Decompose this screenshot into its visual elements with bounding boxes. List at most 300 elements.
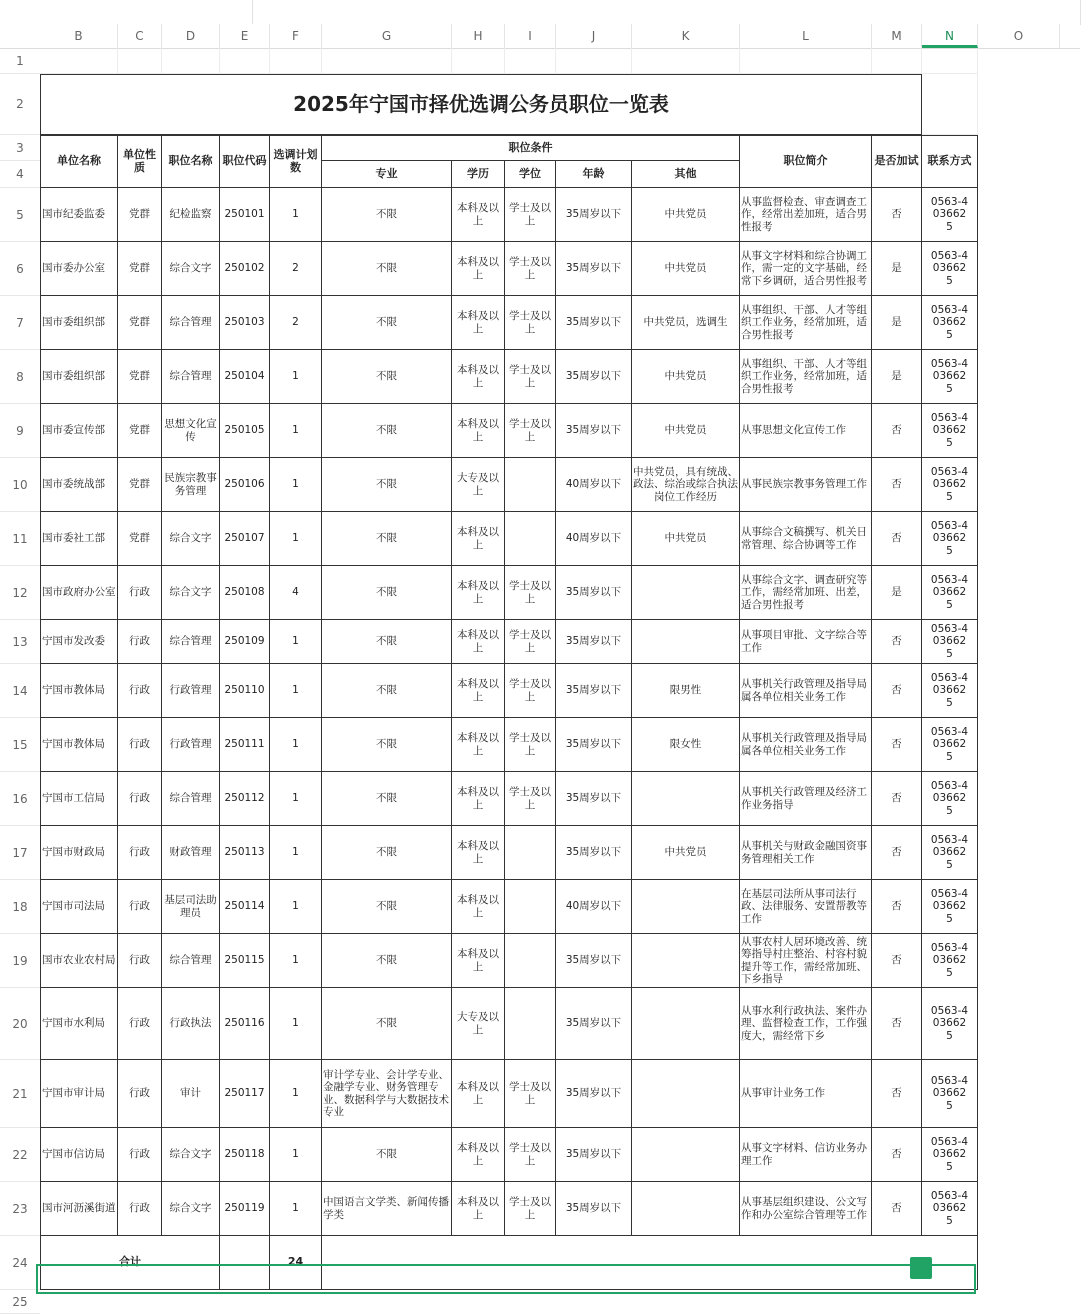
cell-unit[interactable]: 宁国市发改委 — [40, 620, 118, 664]
cell-major[interactable]: 不限 — [322, 1128, 452, 1182]
row-header-3[interactable]: 3 — [0, 135, 40, 161]
empty-cell[interactable] — [740, 48, 872, 74]
cell-major[interactable]: 不限 — [322, 620, 452, 664]
cell-contact[interactable]: 0563-4036625 — [922, 350, 978, 404]
cell-extra[interactable]: 是 — [872, 350, 922, 404]
cell-degree[interactable] — [505, 880, 556, 934]
cell-plan[interactable]: 1 — [270, 350, 322, 404]
cell-pos[interactable]: 民族宗教事务管理 — [162, 458, 220, 512]
cell-unit[interactable]: 国市委社工部 — [40, 512, 118, 566]
row-header-18[interactable]: 18 — [0, 880, 40, 934]
cell-plan[interactable]: 1 — [270, 934, 322, 988]
row-header-21[interactable]: 21 — [0, 1060, 40, 1128]
cell-degree[interactable]: 学士及以上 — [505, 242, 556, 296]
cell-other[interactable]: 中共党员，选调生 — [632, 296, 740, 350]
cell-unit[interactable]: 国市政府办公室 — [40, 566, 118, 620]
cell-contact[interactable]: 0563-4036625 — [922, 566, 978, 620]
cell-edu[interactable]: 本科及以上 — [452, 826, 505, 880]
cell-degree[interactable]: 学士及以上 — [505, 350, 556, 404]
cell-edu[interactable]: 大专及以上 — [452, 458, 505, 512]
cell-major[interactable]: 不限 — [322, 988, 452, 1060]
cell-nature[interactable]: 行政 — [118, 1182, 162, 1236]
cell-pos[interactable]: 综合文字 — [162, 1128, 220, 1182]
cell-major[interactable]: 不限 — [322, 296, 452, 350]
cell-unit[interactable]: 宁国市教体局 — [40, 664, 118, 718]
empty-cell[interactable] — [922, 74, 978, 135]
cell-edu[interactable]: 本科及以上 — [452, 772, 505, 826]
header-major[interactable]: 专业 — [322, 161, 452, 188]
cell-nature[interactable]: 党群 — [118, 242, 162, 296]
column-header-i[interactable]: I — [505, 24, 556, 48]
cell-degree[interactable]: 学士及以上 — [505, 620, 556, 664]
cell-age[interactable]: 35周岁以下 — [556, 1128, 632, 1182]
cell-major[interactable]: 不限 — [322, 718, 452, 772]
header-overtime[interactable]: 是否加试 — [872, 135, 922, 188]
header-position-code[interactable]: 职位代码 — [220, 135, 270, 188]
cell-extra[interactable]: 否 — [872, 404, 922, 458]
cell-age[interactable]: 35周岁以下 — [556, 620, 632, 664]
cell-extra[interactable]: 否 — [872, 620, 922, 664]
cell-unit[interactable]: 国市河沥溪街道 — [40, 1182, 118, 1236]
cell-extra[interactable]: 否 — [872, 458, 922, 512]
cell-edu[interactable]: 本科及以上 — [452, 512, 505, 566]
cell-unit[interactable]: 国市委办公室 — [40, 242, 118, 296]
row-header-11[interactable]: 11 — [0, 512, 40, 566]
cell-plan[interactable]: 1 — [270, 404, 322, 458]
cell-degree[interactable] — [505, 826, 556, 880]
cell-desc[interactable]: 从事农村人居环境改善、统筹指导村庄整治、村容村貌提升等工作，需经常加班、下乡指导 — [740, 934, 872, 988]
header-education[interactable]: 学历 — [452, 161, 505, 188]
formula-bar-input[interactable] — [252, 0, 1081, 25]
cell-pos[interactable]: 综合管理 — [162, 934, 220, 988]
total-value[interactable]: 24 — [270, 1236, 322, 1290]
row-header-20[interactable]: 20 — [0, 988, 40, 1060]
cell-other[interactable] — [632, 934, 740, 988]
cell-code[interactable]: 250102 — [220, 242, 270, 296]
cell-unit[interactable]: 宁国市司法局 — [40, 880, 118, 934]
cell-age[interactable]: 35周岁以下 — [556, 404, 632, 458]
header-plan-count[interactable]: 选调计划数 — [270, 135, 322, 188]
cell-degree[interactable]: 学士及以上 — [505, 1182, 556, 1236]
cell-pos[interactable]: 基层司法助理员 — [162, 880, 220, 934]
cell-other[interactable] — [632, 620, 740, 664]
cell-pos[interactable]: 综合文字 — [162, 242, 220, 296]
cell-edu[interactable]: 本科及以上 — [452, 188, 505, 242]
cell-extra[interactable]: 否 — [872, 1060, 922, 1128]
cell-code[interactable]: 250111 — [220, 718, 270, 772]
cell-major[interactable]: 不限 — [322, 934, 452, 988]
header-other[interactable]: 其他 — [632, 161, 740, 188]
cell-code[interactable]: 250119 — [220, 1182, 270, 1236]
cell-plan[interactable]: 1 — [270, 664, 322, 718]
cell-contact[interactable]: 0563-4036625 — [922, 188, 978, 242]
column-header-c[interactable]: C — [118, 24, 162, 48]
cell-edu[interactable]: 本科及以上 — [452, 880, 505, 934]
cell-other[interactable]: 限男性 — [632, 664, 740, 718]
row-header-4[interactable]: 4 — [0, 161, 40, 188]
cell-age[interactable]: 35周岁以下 — [556, 772, 632, 826]
cell-extra[interactable]: 否 — [872, 1182, 922, 1236]
cell-plan[interactable]: 1 — [270, 718, 322, 772]
cell-degree[interactable]: 学士及以上 — [505, 404, 556, 458]
cell-other[interactable]: 中共党员 — [632, 826, 740, 880]
cell-contact[interactable]: 0563-4036625 — [922, 512, 978, 566]
cell-contact[interactable]: 0563-4036625 — [922, 620, 978, 664]
header-conditions[interactable]: 职位条件 — [322, 135, 740, 161]
cell-edu[interactable]: 本科及以上 — [452, 1060, 505, 1128]
cell-code[interactable]: 250112 — [220, 772, 270, 826]
cell-edu[interactable]: 本科及以上 — [452, 1128, 505, 1182]
header-position-name[interactable]: 职位名称 — [162, 135, 220, 188]
row-header-19[interactable]: 19 — [0, 934, 40, 988]
cell-desc[interactable]: 从事综合文字、调查研究等工作，需经常加班、出差，适合男性报考 — [740, 566, 872, 620]
cell-pos[interactable]: 综合管理 — [162, 620, 220, 664]
cell-unit[interactable]: 国市委组织部 — [40, 350, 118, 404]
cell-code[interactable]: 250108 — [220, 566, 270, 620]
cell-age[interactable]: 40周岁以下 — [556, 458, 632, 512]
cell-desc[interactable]: 从事审计业务工作 — [740, 1060, 872, 1128]
cell-code[interactable]: 250110 — [220, 664, 270, 718]
row-header-12[interactable]: 12 — [0, 566, 40, 620]
cell-other[interactable]: 中共党员 — [632, 404, 740, 458]
row-header-1[interactable]: 1 — [0, 48, 40, 74]
cell-desc[interactable]: 从事文字材料、信访业务办理工作 — [740, 1128, 872, 1182]
cell-code[interactable]: 250105 — [220, 404, 270, 458]
cell-edu[interactable]: 本科及以上 — [452, 664, 505, 718]
cell-edu[interactable]: 本科及以上 — [452, 404, 505, 458]
column-header-n[interactable]: N — [922, 24, 978, 48]
cell-code[interactable]: 250107 — [220, 512, 270, 566]
cell-code[interactable]: 250118 — [220, 1128, 270, 1182]
row-header-25[interactable]: 25 — [0, 1290, 40, 1314]
column-header-f[interactable]: F — [270, 24, 322, 48]
cell-extra[interactable]: 否 — [872, 188, 922, 242]
row-header-23[interactable]: 23 — [0, 1182, 40, 1236]
cell-plan[interactable]: 1 — [270, 1060, 322, 1128]
cell-other[interactable]: 中共党员 — [632, 512, 740, 566]
cell-edu[interactable]: 大专及以上 — [452, 988, 505, 1060]
cell-pos[interactable]: 综合管理 — [162, 772, 220, 826]
cell-nature[interactable]: 党群 — [118, 458, 162, 512]
cell-age[interactable]: 35周岁以下 — [556, 718, 632, 772]
total-label[interactable]: 合计 — [40, 1236, 220, 1290]
row-header-16[interactable]: 16 — [0, 772, 40, 826]
cell-nature[interactable]: 党群 — [118, 188, 162, 242]
cell-code[interactable]: 250103 — [220, 296, 270, 350]
cell-code[interactable]: 250115 — [220, 934, 270, 988]
empty-cell[interactable] — [452, 48, 505, 74]
column-header-o[interactable]: O — [978, 24, 1060, 48]
cell-edu[interactable]: 本科及以上 — [452, 350, 505, 404]
cell-nature[interactable]: 行政 — [118, 566, 162, 620]
cell-desc[interactable]: 从事机关行政管理及指导局属各单位相关业务工作 — [740, 718, 872, 772]
row-header-13[interactable]: 13 — [0, 620, 40, 664]
cell-desc[interactable]: 从事思想文化宣传工作 — [740, 404, 872, 458]
cell-unit[interactable]: 宁国市审计局 — [40, 1060, 118, 1128]
column-header-e[interactable]: E — [220, 24, 270, 48]
cell-contact[interactable]: 0563-4036625 — [922, 296, 978, 350]
cell-degree[interactable]: 学士及以上 — [505, 1060, 556, 1128]
cell-age[interactable]: 35周岁以下 — [556, 1060, 632, 1128]
row-header-24[interactable]: 24 — [0, 1236, 40, 1290]
cell-other[interactable] — [632, 880, 740, 934]
column-header-d[interactable]: D — [162, 24, 220, 48]
cell-plan[interactable]: 1 — [270, 188, 322, 242]
cell-code[interactable]: 250116 — [220, 988, 270, 1060]
cell-edu[interactable]: 本科及以上 — [452, 718, 505, 772]
cell-pos[interactable]: 综合文字 — [162, 1182, 220, 1236]
cell-contact[interactable]: 0563-4036625 — [922, 988, 978, 1060]
cell-age[interactable]: 35周岁以下 — [556, 350, 632, 404]
cell-plan[interactable]: 1 — [270, 988, 322, 1060]
column-header-j[interactable]: J — [556, 24, 632, 48]
empty-cell[interactable] — [556, 48, 632, 74]
cell-age[interactable]: 35周岁以下 — [556, 1182, 632, 1236]
cell-desc[interactable]: 从事综合文稿撰写、机关日常管理、综合协调等工作 — [740, 512, 872, 566]
cell-desc[interactable]: 从事项目审批、文字综合等工作 — [740, 620, 872, 664]
cell-age[interactable]: 35周岁以下 — [556, 242, 632, 296]
cell-degree[interactable]: 学士及以上 — [505, 718, 556, 772]
cell-desc[interactable]: 从事监督检查、审查调查工作，经常出差加班，适合男性报考 — [740, 188, 872, 242]
row-header-8[interactable]: 8 — [0, 350, 40, 404]
header-unit-name[interactable]: 单位名称 — [40, 135, 118, 188]
cell-nature[interactable]: 党群 — [118, 404, 162, 458]
cell-major[interactable]: 中国语言文学类、新闻传播学类 — [322, 1182, 452, 1236]
cell-contact[interactable]: 0563-4036625 — [922, 934, 978, 988]
empty-cell[interactable] — [118, 48, 162, 74]
cell-unit[interactable]: 宁国市工信局 — [40, 772, 118, 826]
row-header-15[interactable]: 15 — [0, 718, 40, 772]
column-header-m[interactable]: M — [872, 24, 922, 48]
empty-cell[interactable] — [162, 48, 220, 74]
cell-code[interactable]: 250109 — [220, 620, 270, 664]
header-description[interactable]: 职位简介 — [740, 135, 872, 188]
cell-degree[interactable] — [505, 934, 556, 988]
cell-other[interactable]: 中共党员 — [632, 350, 740, 404]
row-header-5[interactable]: 5 — [0, 188, 40, 242]
sheet-title[interactable]: 2025年宁国市择优选调公务员职位一览表 — [40, 74, 922, 135]
cell-other[interactable] — [632, 1128, 740, 1182]
empty-cell[interactable] — [40, 48, 118, 74]
cell-contact[interactable]: 0563-4036625 — [922, 1060, 978, 1128]
cell-nature[interactable]: 党群 — [118, 512, 162, 566]
cell-age[interactable]: 40周岁以下 — [556, 880, 632, 934]
cell-desc[interactable]: 从事机关与财政金融国资事务管理相关工作 — [740, 826, 872, 880]
cell-degree[interactable]: 学士及以上 — [505, 1128, 556, 1182]
cell-contact[interactable]: 0563-4036625 — [922, 242, 978, 296]
cell-unit[interactable]: 国市纪委监委 — [40, 188, 118, 242]
cell-unit[interactable]: 国市委组织部 — [40, 296, 118, 350]
cell-major[interactable]: 审计学专业、会计学专业、金融学专业、财务管理专业、数据科学与大数据技术专业 — [322, 1060, 452, 1128]
cell-code[interactable]: 250101 — [220, 188, 270, 242]
cell-plan[interactable]: 1 — [270, 1182, 322, 1236]
cell-pos[interactable]: 行政管理 — [162, 718, 220, 772]
cell-nature[interactable]: 行政 — [118, 826, 162, 880]
column-header-g[interactable]: G — [322, 24, 452, 48]
cell-desc[interactable]: 在基层司法所从事司法行政、法律服务、安置帮教等工作 — [740, 880, 872, 934]
cell-age[interactable]: 35周岁以下 — [556, 296, 632, 350]
cell-major[interactable]: 不限 — [322, 880, 452, 934]
cell-extra[interactable]: 否 — [872, 512, 922, 566]
cell-unit[interactable]: 国市委统战部 — [40, 458, 118, 512]
cell-plan[interactable]: 1 — [270, 1128, 322, 1182]
cell-pos[interactable]: 综合文字 — [162, 512, 220, 566]
cell-age[interactable]: 35周岁以下 — [556, 934, 632, 988]
row-header-7[interactable]: 7 — [0, 296, 40, 350]
cell-major[interactable]: 不限 — [322, 350, 452, 404]
column-header-h[interactable]: H — [452, 24, 505, 48]
cell-edu[interactable]: 本科及以上 — [452, 296, 505, 350]
row-header-2[interactable]: 2 — [0, 74, 40, 135]
cell-pos[interactable]: 行政执法 — [162, 988, 220, 1060]
cell-major[interactable]: 不限 — [322, 664, 452, 718]
cell-other[interactable] — [632, 1060, 740, 1128]
cell-major[interactable]: 不限 — [322, 512, 452, 566]
cell-major[interactable]: 不限 — [322, 404, 452, 458]
cell-plan[interactable]: 1 — [270, 458, 322, 512]
row-header-22[interactable]: 22 — [0, 1128, 40, 1182]
cell-age[interactable]: 40周岁以下 — [556, 512, 632, 566]
cell-nature[interactable]: 行政 — [118, 934, 162, 988]
cell-unit[interactable]: 宁国市信访局 — [40, 1128, 118, 1182]
cell-age[interactable]: 35周岁以下 — [556, 664, 632, 718]
row-header-14[interactable]: 14 — [0, 664, 40, 718]
cell-contact[interactable]: 0563-4036625 — [922, 664, 978, 718]
cell-degree[interactable]: 学士及以上 — [505, 296, 556, 350]
cell-unit[interactable]: 国市农业农村局 — [40, 934, 118, 988]
header-degree[interactable]: 学位 — [505, 161, 556, 188]
cell-unit[interactable]: 宁国市水利局 — [40, 988, 118, 1060]
cell-major[interactable]: 不限 — [322, 772, 452, 826]
cell-age[interactable]: 35周岁以下 — [556, 826, 632, 880]
empty-cell[interactable] — [322, 48, 452, 74]
cell-other[interactable] — [632, 988, 740, 1060]
cell-degree[interactable]: 学士及以上 — [505, 772, 556, 826]
cell-plan[interactable]: 1 — [270, 880, 322, 934]
cell-age[interactable]: 35周岁以下 — [556, 988, 632, 1060]
cell-extra[interactable]: 否 — [872, 1128, 922, 1182]
cell-other[interactable] — [632, 1182, 740, 1236]
cell-extra[interactable]: 否 — [872, 988, 922, 1060]
cell-desc[interactable]: 从事机关行政管理及指导局属各单位相关业务工作 — [740, 664, 872, 718]
header-contact[interactable]: 联系方式 — [922, 135, 978, 188]
cell-contact[interactable]: 0563-4036625 — [922, 1128, 978, 1182]
row-header-17[interactable]: 17 — [0, 826, 40, 880]
cell-contact[interactable]: 0563-4036625 — [922, 458, 978, 512]
cell-nature[interactable]: 行政 — [118, 880, 162, 934]
cell-plan[interactable]: 1 — [270, 512, 322, 566]
cell-major[interactable]: 不限 — [322, 188, 452, 242]
cell-plan[interactable]: 4 — [270, 566, 322, 620]
cell-pos[interactable]: 综合管理 — [162, 350, 220, 404]
cell-degree[interactable]: 学士及以上 — [505, 188, 556, 242]
cell-desc[interactable]: 从事文字材料和综合协调工作，需一定的文字基础，经常下乡调研，适合男性报考 — [740, 242, 872, 296]
cell-plan[interactable]: 1 — [270, 772, 322, 826]
empty-cell[interactable] — [922, 48, 978, 74]
fill-handle[interactable] — [910, 1257, 932, 1279]
cell-desc[interactable]: 从事民族宗教事务管理工作 — [740, 458, 872, 512]
cell-nature[interactable]: 行政 — [118, 988, 162, 1060]
cell-nature[interactable]: 行政 — [118, 772, 162, 826]
cell-desc[interactable]: 从事机关行政管理及经济工作业务指导 — [740, 772, 872, 826]
cell-extra[interactable]: 否 — [872, 880, 922, 934]
cell-major[interactable]: 不限 — [322, 458, 452, 512]
cell-extra[interactable]: 是 — [872, 242, 922, 296]
cell-degree[interactable] — [505, 988, 556, 1060]
cell-contact[interactable]: 0563-4036625 — [922, 718, 978, 772]
cell-contact[interactable]: 0563-4036625 — [922, 772, 978, 826]
cell-major[interactable]: 不限 — [322, 826, 452, 880]
cell-plan[interactable]: 1 — [270, 826, 322, 880]
cell-nature[interactable]: 行政 — [118, 620, 162, 664]
cell-major[interactable]: 不限 — [322, 242, 452, 296]
cell-pos[interactable]: 综合管理 — [162, 296, 220, 350]
formula-bar-cell[interactable] — [0, 0, 253, 25]
cell-other[interactable]: 中共党员 — [632, 188, 740, 242]
cell-extra[interactable]: 否 — [872, 718, 922, 772]
cell-degree[interactable]: 学士及以上 — [505, 664, 556, 718]
cell-extra[interactable]: 否 — [872, 826, 922, 880]
cell-edu[interactable]: 本科及以上 — [452, 934, 505, 988]
cell-major[interactable]: 不限 — [322, 566, 452, 620]
cell-nature[interactable]: 行政 — [118, 1128, 162, 1182]
cell-edu[interactable]: 本科及以上 — [452, 1182, 505, 1236]
column-header-k[interactable]: K — [632, 24, 740, 48]
cell-plan[interactable]: 1 — [270, 620, 322, 664]
empty-cell[interactable] — [270, 48, 322, 74]
cell-edu[interactable]: 本科及以上 — [452, 620, 505, 664]
cell-pos[interactable]: 行政管理 — [162, 664, 220, 718]
cell-plan[interactable]: 2 — [270, 296, 322, 350]
cell-other[interactable] — [632, 566, 740, 620]
cell-pos[interactable]: 思想文化宣传 — [162, 404, 220, 458]
cell-extra[interactable]: 否 — [872, 934, 922, 988]
cell-code[interactable]: 250106 — [220, 458, 270, 512]
cell-other[interactable]: 限女性 — [632, 718, 740, 772]
empty-cell[interactable] — [632, 48, 740, 74]
cell-other[interactable]: 中共党员 — [632, 242, 740, 296]
empty-cell[interactable] — [872, 48, 922, 74]
cell-extra[interactable]: 是 — [872, 296, 922, 350]
cell-code[interactable]: 250113 — [220, 826, 270, 880]
cell-contact[interactable]: 0563-4036625 — [922, 404, 978, 458]
cell-pos[interactable]: 审计 — [162, 1060, 220, 1128]
cell-nature[interactable]: 党群 — [118, 350, 162, 404]
row-header-9[interactable]: 9 — [0, 404, 40, 458]
cell-degree[interactable] — [505, 458, 556, 512]
cell-unit[interactable]: 国市委宣传部 — [40, 404, 118, 458]
cell-extra[interactable]: 否 — [872, 664, 922, 718]
cell-pos[interactable]: 纪检监察 — [162, 188, 220, 242]
spreadsheet-grid[interactable] — [0, 24, 1080, 1309]
column-header-b[interactable]: B — [40, 24, 118, 48]
empty-cell[interactable] — [220, 48, 270, 74]
cell-edu[interactable]: 本科及以上 — [452, 566, 505, 620]
column-header-l[interactable]: L — [740, 24, 872, 48]
cell-contact[interactable]: 0563-4036625 — [922, 1182, 978, 1236]
cell-pos[interactable]: 财政管理 — [162, 826, 220, 880]
row-header-10[interactable]: 10 — [0, 458, 40, 512]
cell-degree[interactable] — [505, 512, 556, 566]
cell-age[interactable]: 35周岁以下 — [556, 188, 632, 242]
cell-edu[interactable]: 本科及以上 — [452, 242, 505, 296]
cell-nature[interactable]: 行政 — [118, 664, 162, 718]
empty-cell[interactable] — [505, 48, 556, 74]
cell-age[interactable]: 35周岁以下 — [556, 566, 632, 620]
row-header-6[interactable]: 6 — [0, 242, 40, 296]
cell-desc[interactable]: 从事基层组织建设、公文写作和办公室综合管理等工作 — [740, 1182, 872, 1236]
cell-pos[interactable]: 综合文字 — [162, 566, 220, 620]
